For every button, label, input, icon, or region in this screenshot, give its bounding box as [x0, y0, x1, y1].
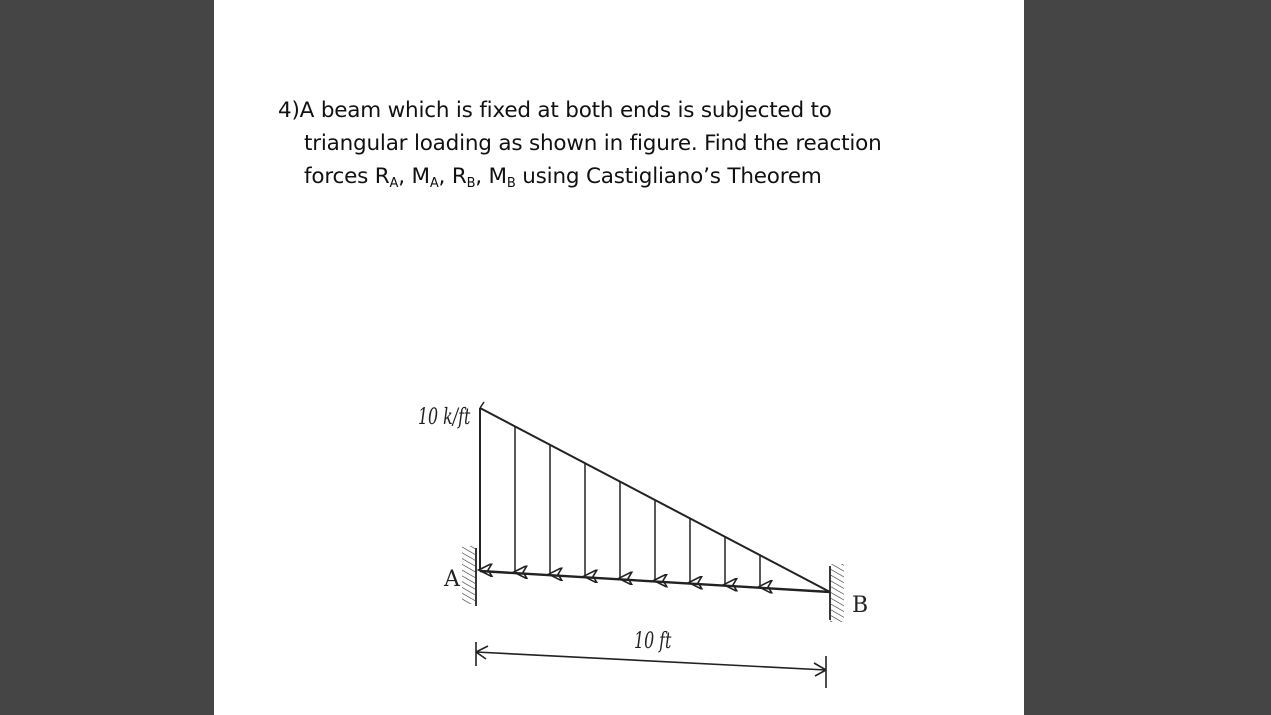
fixed-support-a: [462, 546, 476, 606]
load-arrows: [480, 408, 760, 587]
question-line-1: 4)A beam which is fixed at both ends is subjected to: [278, 98, 832, 123]
load-tick: [480, 402, 484, 408]
support-a-label: A: [444, 567, 460, 592]
beam-figure: [214, 0, 1024, 715]
question-number: 4): [278, 98, 300, 123]
document-page: [214, 0, 1024, 715]
question-line-2: triangular loading as shown in figure. Find the reaction: [304, 131, 882, 156]
fixed-support-b: [830, 564, 844, 622]
question-line-3: forces $R_A$, $M_A$, $R_B$, $M_B$ using Castigliano’s Theorem: [304, 164, 822, 191]
span-label: 10 ft: [634, 627, 672, 654]
load-label: 10 k/ft: [418, 403, 471, 430]
support-b-label: B: [852, 593, 869, 618]
